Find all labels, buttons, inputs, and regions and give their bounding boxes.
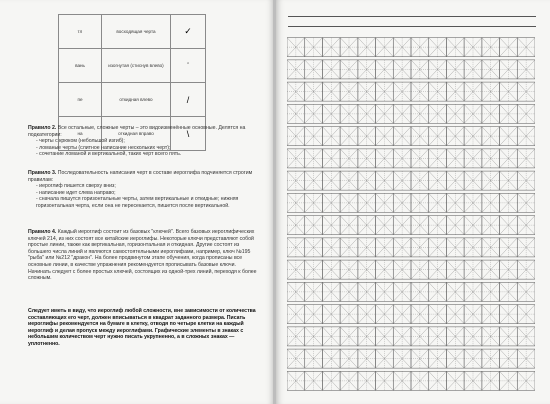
rule-3: [28, 170, 258, 210]
stroke-glyph: ✓: [171, 15, 206, 49]
rule-3-intro: Последовательность написания черт в составе иероглифа подчиняется строгим правилам:: [28, 170, 253, 183]
rule-2: [28, 125, 258, 158]
header-rule: [288, 16, 536, 17]
rule-2-item: - ломаные черты (слитное написание нескольких черт);: [36, 144, 171, 151]
rule-2-item: - черты с крюком (небольшой изгиб);: [36, 138, 125, 145]
practice-grid: [287, 36, 535, 392]
stroke-glyph: /: [171, 83, 206, 117]
rule-4-body: Каждый иероглиф состоит из базовых "ключей". Всего базовых иероглифических ключей 214, из них состоят все китайские иероглифы. Некоторые ключи представляют собой простые линии, также как вертикальная, горизонтальная и откидная. Другие состоят из большего числа линий и являются самостоятельными иероглифами, например, ключ №195 "рыба" или №212 "дракон". На более продвинутом этапе обучения, когда прописаны все основные линии, в качестве упражнения рекомендуется прописывать базовые ключи. Начинать следует с более простых ключей, состоящих из одной-трех линий, переходя к более сложным.: [28, 229, 257, 282]
rule-2-item: - сочетание ломаной и вертикальной, таких черт всего пять.: [36, 151, 182, 158]
rule-3-heading: Правило 3.: [28, 170, 57, 176]
rule-4: [28, 229, 258, 282]
stroke-description: восходящая черта: [102, 15, 171, 49]
stroke-name: вань: [59, 49, 102, 83]
stroke-row: [59, 15, 206, 49]
stroke-name: пе: [59, 83, 102, 117]
stroke-row: [59, 83, 206, 117]
stroke-row: [59, 49, 206, 83]
stroke-glyph: \: [171, 117, 206, 151]
stroke-description: откидная вправо: [102, 117, 171, 151]
stroke-description: откидная влево: [102, 83, 171, 117]
rule-3-item: - сначала пишутся горизонтальные черты, затем вертикальные и откидные; нижняя горизонтальная черта, если она не пересекается, пишется после вертикальной.: [36, 196, 239, 209]
closing-text: Следует иметь в виду, что иероглиф любой сложности, вне зависимости от количества составляющих его черт, должен вписываться в квадрат заданного размера. Писать иероглифы рекомендуется на бумаге в клетку, отводя по четыре клетки на каждый иероглиф и делая пропуск между иероглифами. Графические элементы в знаках с небольшим количеством черт нужно писать укрупненно, а в сложных знаках — уплотненно.: [28, 308, 256, 347]
stroke-description: изогнутая (стиснув влево): [102, 49, 171, 83]
rule-2-heading: Правило 2.: [28, 125, 57, 131]
rule-3-item: - написание идет слева направо;: [36, 189, 116, 196]
rule-4-heading: Правило 4.: [28, 229, 57, 235]
rule-3-item: - иероглиф пишется сверху вниз;: [36, 183, 116, 190]
stroke-name: тл: [59, 15, 102, 49]
stroke-glyph: ʾ: [171, 49, 206, 83]
rule-2-intro: Все остальные, сложные черты – это видоизменённые основные. Делятся на подкатегории:: [28, 125, 246, 138]
stroke-name: на: [59, 117, 102, 151]
right-page: [276, 0, 550, 404]
left-page: [0, 0, 274, 404]
closing-note: [28, 308, 258, 348]
header-rule: [288, 26, 536, 27]
